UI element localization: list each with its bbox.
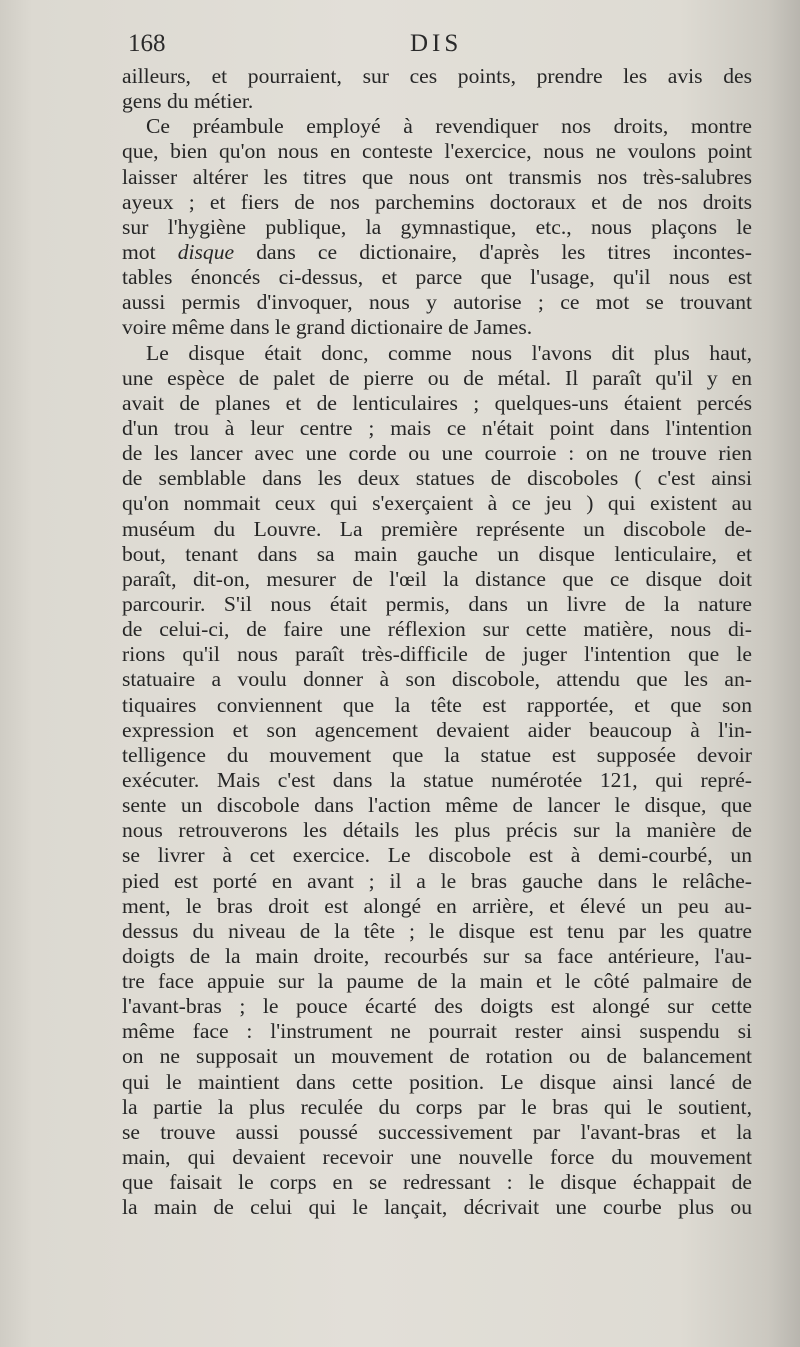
text-segment: telligence du mouvement que la statue est supposée devoir [122,742,752,767]
body-text [122,64,752,1220]
text-line [122,1145,752,1170]
text-segment: l'avant-bras ; le pouce écarté des doigts est alongé sur cette [122,994,752,1019]
page-number: 168 [128,30,166,57]
text-line [122,894,752,919]
page-header [120,30,750,66]
text-line [122,165,752,190]
text-segment: ment, le bras droit est alongé en arrière, et élevé un peu au- [122,893,752,918]
text-segment: sur l'hygiène publique, la gymnastique, etc., nous plaçons le [122,214,752,239]
text-segment: de semblable dans les deux statues de discoboles ( c'est ainsi [122,466,752,491]
text-segment: parcourir. S'il nous était permis, dans un livre de la nature [122,591,752,616]
text-segment: gens du métier. [122,89,254,114]
text-line [122,642,752,667]
text-line [122,592,752,617]
text-line [122,667,752,692]
text-segment: nous retrouverons les détails les plus précis sur la manière de [122,818,752,843]
text-segment: ailleurs, et pourraient, sur ces points, prendre les avis des [122,64,752,88]
text-line [122,969,752,994]
text-line [122,617,752,642]
text-line [122,366,752,391]
text-line [122,89,752,114]
text-line [122,64,752,89]
text-segment: Ce préambule employé à revendiquer nos droits, montre [146,114,752,139]
text-segment: laisser altérer les titres que nous ont transmis nos très-salubres [122,164,752,189]
text-segment: muséum du Louvre. La première représente un discobole de- [122,516,752,541]
text-segment: de celui-ci, de faire une réflexion sur cette matière, nous di- [122,617,752,642]
text-line [122,1120,752,1145]
text-segment: même face : l'instrument ne pourrait rester ainsi suspendu si [122,1019,752,1044]
text-line [122,1070,752,1095]
text-line [122,994,752,1019]
text-segment: d'un trou à leur centre ; mais ce n'était point dans l'intention [122,415,752,440]
text-segment: expression et son agencement devaient aider beaucoup à l'in- [122,717,752,742]
text-line [122,818,752,843]
text-line [122,190,752,215]
text-segment: dessus du niveau de la tête ; le disque est tenu par les quatre [122,918,752,943]
text-segment: de les lancer avec une corde ou une courroie : on ne trouve rien [122,441,752,466]
text-segment: paraît, dit-on, mesurer de l'œil la distance que ce disque doit [122,566,752,591]
text-line [122,416,752,441]
text-segment: pied est porté en avant ; il a le bras gauche dans le relâche- [122,868,752,893]
text-line [122,517,752,542]
text-segment: rions qu'il nous paraît très-difficile de juger l'intention que le [122,642,752,667]
text-line [122,1195,752,1220]
text-segment: mot [122,239,178,264]
text-segment: Le disque était donc, comme nous l'avons dit plus haut, [146,340,752,365]
text-line [122,1170,752,1195]
text-line [122,743,752,768]
text-segment: la partie la plus reculée du corps par le bras qui le soutient, [122,1094,752,1119]
text-line [122,441,752,466]
text-line [122,315,752,340]
text-line [122,139,752,164]
text-line [122,542,752,567]
text-segment: dans ce dictionaire, d'après les titres incontes- [234,239,752,264]
text-segment: ayeux ; et fiers de nos parchemins doctoraux et de nos droits [122,189,752,214]
text-line [122,491,752,516]
text-line [122,869,752,894]
text-line [122,1044,752,1069]
text-segment: se livrer à cet exercice. Le discobole est à demi-courbé, un [122,843,752,868]
text-segment: qui le maintient dans cette position. Le disque ainsi lancé de [122,1069,752,1094]
text-segment: exécuter. Mais c'est dans la statue numérotée 121, qui repré- [122,767,752,792]
text-segment: tables énoncés ci-dessus, et parce que l'usage, qu'il nous est [122,265,752,290]
text-line [122,391,752,416]
text-line [122,768,752,793]
text-segment: la main de celui qui le lançait, décrivait une courbe plus ou [122,1195,752,1220]
text-line [122,793,752,818]
text-segment: voire même dans le grand dictionaire de James. [122,315,533,340]
text-segment: sente un discobole dans l'action même de lancer le disque, que [122,793,752,818]
text-line [122,290,752,315]
text-segment: doigts de la main droite, recourbés sur sa face antérieure, l'au- [122,943,752,968]
text-line [122,567,752,592]
text-line [122,693,752,718]
italic-word: disque [177,239,235,264]
text-segment: bout, tenant dans sa main gauche un disque lenticulaire, et [122,541,752,566]
text-line [122,215,752,240]
text-line [122,843,752,868]
text-line [122,944,752,969]
text-segment: que faisait le corps en se redressant : le disque échappait de [122,1170,752,1195]
text-segment: main, qui devaient recevoir une nouvelle force du mouvement [122,1145,752,1170]
text-segment: aussi permis d'invoquer, nous y autorise ; ce mot se trouvant [122,290,752,315]
text-line [122,1019,752,1044]
text-segment: on ne supposait un mouvement de rotation ou de balancement [122,1044,752,1069]
text-line [122,240,752,265]
text-segment: avait de planes et de lenticulaires ; quelques-uns étaient percés [122,390,752,415]
text-segment: qu'on nommait ceux qui s'exerçaient à ce jeu ) qui existent au [122,491,752,516]
text-segment: que, bien qu'on nous en conteste l'exercice, nous ne voulons point [122,139,752,164]
text-line [122,114,752,139]
text-segment: tiquaires conviennent que la tête est rapportée, et que son [122,692,752,717]
text-line [122,265,752,290]
text-line [122,1095,752,1120]
text-segment: tre face appuie sur la paume de la main et le côté palmaire de [122,969,752,994]
text-line [122,919,752,944]
text-segment: se trouve aussi poussé successivement par l'avant-bras et la [122,1119,752,1144]
text-line [122,718,752,743]
running-head: DIS [410,30,463,57]
text-line [122,466,752,491]
text-segment: une espèce de palet de pierre ou de métal. Il paraît qu'il y en [122,365,752,390]
text-segment: statuaire a voulu donner à son discobole, attendu que les an- [122,667,752,692]
text-line [122,341,752,366]
